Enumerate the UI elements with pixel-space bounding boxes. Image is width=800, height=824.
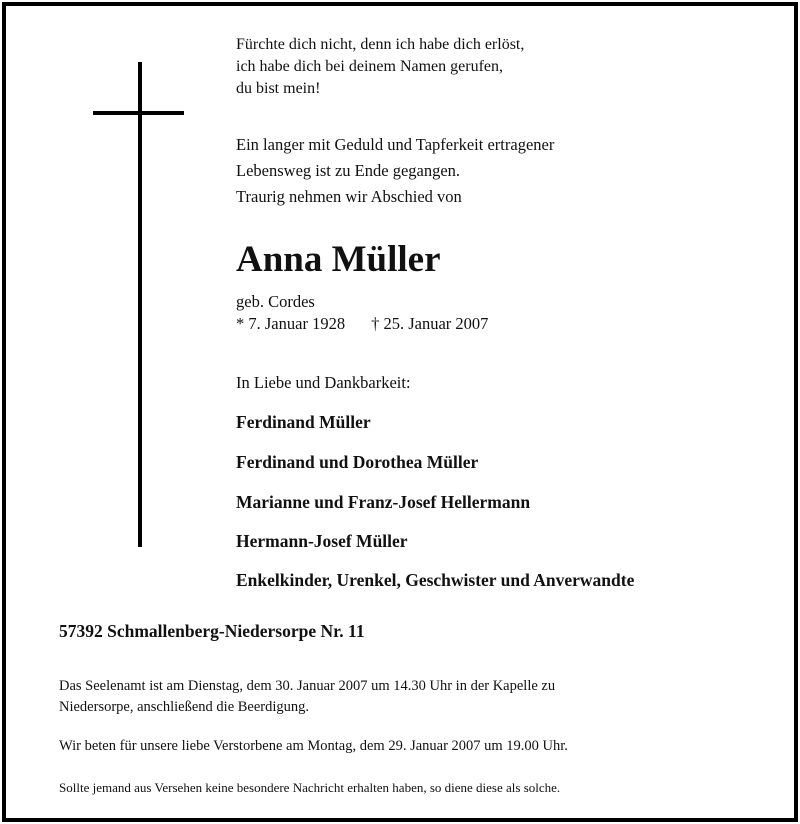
verse-line: du bist mein! — [236, 80, 321, 97]
requiem-line: Das Seelenamt ist am Dienstag, dem 30. Januar 2007 um 14.30 Uhr in der Kapelle zu — [59, 678, 556, 694]
mourner-name: Ferdinand Müller — [236, 412, 371, 432]
requiem-line: Niedersorpe, anschließend die Beerdigung. — [59, 699, 310, 715]
intro-line: Lebensweg ist zu Ende gegangen. — [236, 161, 461, 180]
verse-line: Fürchte dich nicht, denn ich habe dich erlöst, — [236, 36, 525, 53]
mourner-name: Enkelkinder, Urenkel, Geschwister und Anverwandte — [236, 570, 635, 590]
gratitude-line: In Liebe und Dankbarkeit: — [236, 373, 411, 392]
intro-text — [236, 132, 554, 210]
intro-line: Ein langer mit Geduld und Tapferkeit ertragener — [236, 135, 555, 154]
mourner-name: Marianne und Franz-Josef Hellermann — [236, 492, 531, 512]
birth-date: * 7. Januar 1928 — [236, 314, 346, 333]
intro-line: Traurig nehmen wir Abschied von — [236, 187, 462, 206]
mourner-name: Ferdinand und Dorothea Müller — [236, 452, 479, 472]
death-date: † 25. Januar 2007 — [371, 314, 489, 333]
prayer-notice: Wir beten für unsere liebe Verstorbene am Montag, dem 29. Januar 2007 um 19.00 Uhr. — [59, 738, 568, 754]
deceased-name: Anna Müller — [236, 239, 441, 280]
cross-icon-bar — [93, 111, 184, 115]
requiem-notice — [59, 676, 555, 718]
family-address: 57392 Schmallenberg-Niedersorpe Nr. 11 — [59, 621, 365, 641]
cross-icon — [138, 62, 142, 547]
footer-notice: Sollte jemand aus Versehen keine besondere Nachricht erhalten haben, so diene diese als solche. — [59, 780, 561, 795]
bible-verse — [236, 34, 524, 100]
mourner-name: Hermann-Josef Müller — [236, 531, 408, 551]
verse-line: ich habe dich bei deinem Namen gerufen, — [236, 58, 503, 75]
life-dates — [236, 313, 488, 335]
birth-name: geb. Cordes — [236, 292, 315, 311]
